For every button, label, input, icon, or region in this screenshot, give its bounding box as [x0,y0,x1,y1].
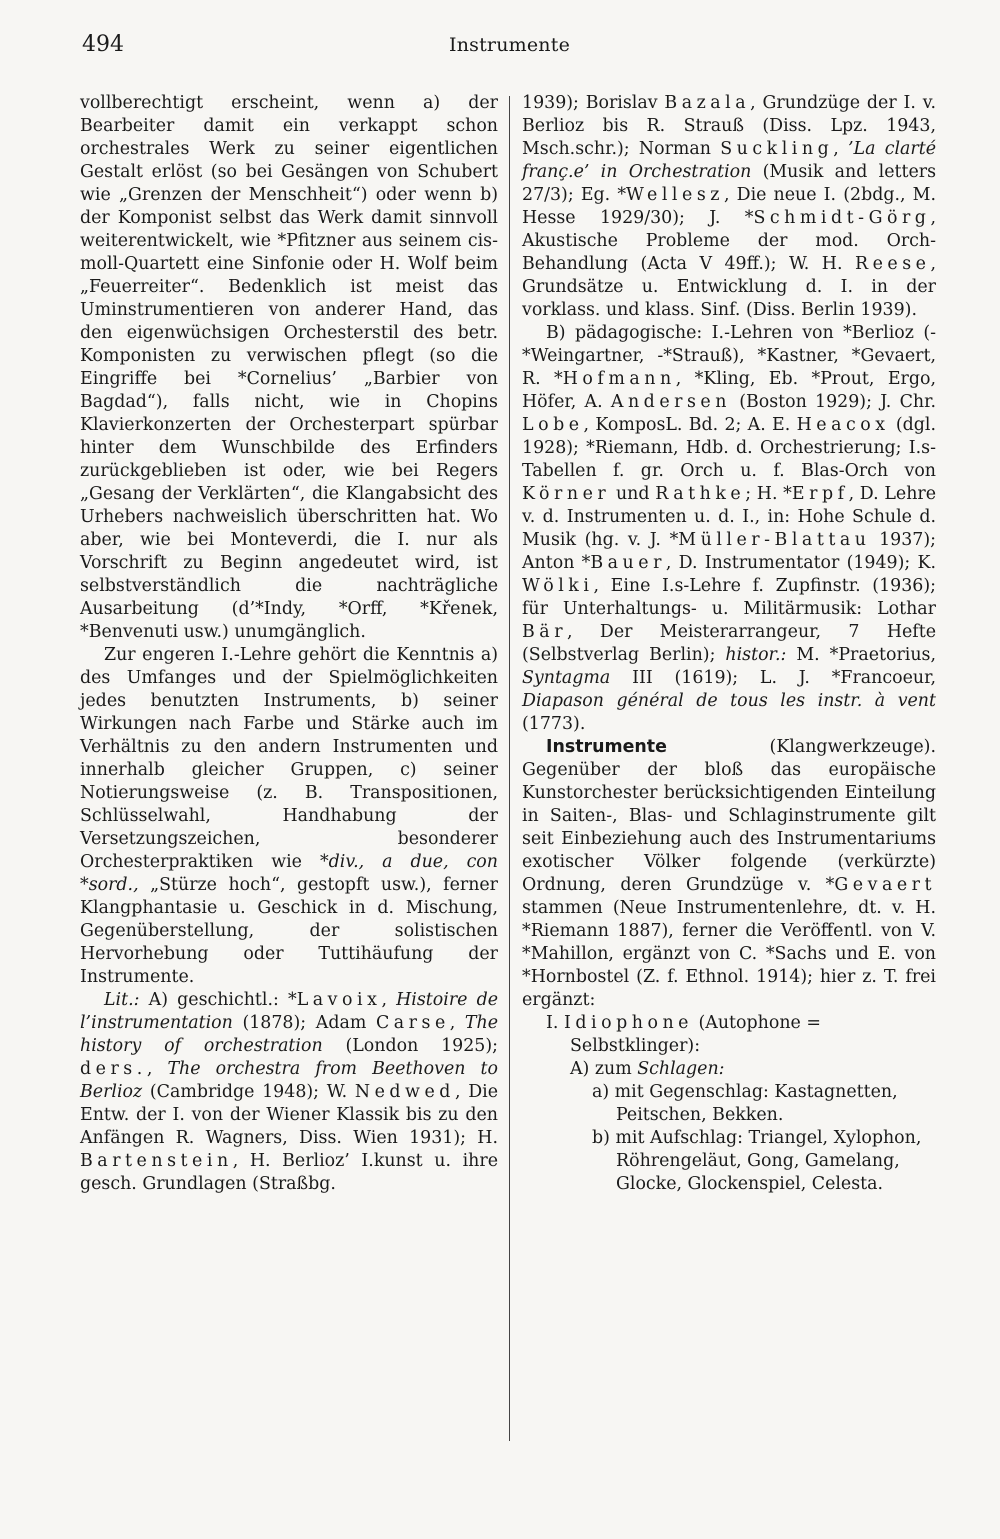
author-name: Lobe [522,415,584,435]
text-run: III (1619); L. J. *Francoeur, [610,668,936,688]
text-run: M. *Praetorius, [786,645,936,665]
author-name: Hofmann [562,369,676,389]
classification-level-2 [522,1058,936,1081]
column-divider [509,96,510,1441]
text-run: , KomposL. Bd. 2; A. E. [583,415,797,435]
text-run: , Grundsätze u. Entwicklung d. I. in der vorklass. und klass. Sinf. (Diss. Berlin 1939). [522,254,936,320]
text-run: (Autophone = Selbstklinger): [570,1013,821,1056]
paragraph-pedagogical [522,322,936,736]
class-name: Idiophone [563,1013,693,1033]
text-run: , *Kling, Eb. *Prout, Ergo, Höfer, A. [522,369,936,412]
book-title: Histoire de l’instrumentation [80,990,498,1033]
text-run: (Musik and letters 27/3); Eg. * [522,162,937,205]
text-run: und [610,484,656,504]
text-run: (1878); Adam [232,1013,376,1033]
text-run: Zur engeren I.-Lehre gehört die Kenntnis a) des Umfanges und der Spielmöglichkeiten jedes benutzten Instruments, b) seiner Wirkungen nach Farbe und Stärke auch im Verhältnis zu den andern Instrumenten und innerhalb gleicher Gruppen, c) seiner Notierungsweise (z. B. Transpositionen, Schlüsselwahl, Handhabung der Versetzungszeichen, besonderer Orchesterpraktiken wie [80,645,498,872]
paragraph-literature [80,989,498,1196]
classification-level-3: a) mit Gegenschlag: Kastagnetten, Peitschen, Bekken. [592,1082,898,1125]
paragraph-instrumentation-theory [80,644,498,989]
paragraph-literature-continued [522,92,936,322]
text-run: , Eine I.s-Lehre f. Zupfinstr. (1936); für Unterhaltungs- u. Militärmusik: Lothar [522,576,936,619]
author-name: Heacox [796,415,890,435]
running-head: Instrumente [449,34,571,56]
author-name: Gevaert [834,875,936,895]
text-run: (1773). [522,714,586,734]
text-run: 1939); Borislav [522,93,665,113]
text-run: , D. Instrumentator (1949); K. [665,553,936,573]
text-run: , D. Lehre v. d. Instrumenten u. d. I., in: Hohe Schule d. Musik (hg. v. J. * [522,484,936,550]
text-run: , Die Entw. der I. von der Wiener Klassik bis zu den Anfängen R. Wagners, Diss. Wien 1931); H. [80,1082,499,1148]
right-column [522,92,936,1196]
text-run: 1937); Anton * [522,530,936,573]
author-name: Bazala [664,93,751,113]
author-name: Wellesz [626,185,724,205]
text-run: , [833,139,849,159]
author-name: Bartenstein [80,1151,233,1171]
book-title: The orchestra from Beethoven to Berlioz [80,1059,498,1102]
text-run: , [146,1059,168,1079]
author-name: Bär [522,622,568,642]
book-title: Diapason général de tous les instr. à vent [522,691,936,711]
classification-level-1 [522,1012,936,1058]
text-run: stammen (Neue Instrumentenlehre, dt. v. H. *Riemann 1887), ferner die Veröffentl. von V. *Mahillon, ergänzt von C. *Sachs und E. von *Hornbostel (Z. f. Ethnol. 1914); hier z. T. frei ergänzt: [522,898,936,1010]
list-number: I. [546,1013,564,1033]
author-name: Reese [854,254,931,274]
author-name: Suckling [720,139,834,159]
book-title: Syntagma [522,668,611,688]
text-run: (Cambridge 1948); W. [142,1082,355,1102]
author-name: Erpf [791,484,849,504]
text-run: A) zum [570,1059,638,1079]
page-number: 494 [82,32,124,57]
italic-run: Schlagen: [637,1059,725,1079]
text-run: „Stürze hoch“, gestopft usw.), ferner Klangphantasie u. Geschick in d. Mischung, Gegenüberstellung, der solistischen Hervorhebung oder Tuttihäufung der Instrumente. [80,875,498,987]
paragraph-continuation: vollberechtigt erscheint, wenn a) der Bearbeiter damit ein verkappt schon orchestrales Werk zu seiner eigentlichen Gestalt erlöst (so bei Gesängen von Schubert wie „Grenzen der Menschheit“) oder wenn b) der Komponist selbst das Werk damit sinnvoll weiterentwickelt, wie *Pfitzner aus seinem cis-moll-Quartett eine Sinfonie oder H. Wolf beim „Feuerreiter“. Bedenklich ist meist das Uminstrumentieren von anderer Hand, das den eigenwüchsigen Orchesterstil des betr. Komponisten zu verwischen pflegt (so die Eingriffe bei *Cornelius’ „Barbier von Bagdad“), falls nicht, wie in Chopins Klavierkonzerten der Orchesterpart spürbar hinter dem Wunschbilde des Erfinders zurückgeblieben ist oder, wie bei Regers „Gesang der Verklärten“, die Klangabsicht des Urhebers nachweislich überschritten hat. Wo aber, wie bei Monteverdi, die I. nur als Vorschrift zu Beginn angedeutet wird, ist selbstverständlich die nachträgliche Ausarbeitung (d’*Indy, *Orff, *Křenek, *Benvenuti usw.) unumgänglich. [80,93,498,642]
text-run: , [449,1013,465,1033]
author-name: Bauer [590,553,666,573]
text-run: , H. Berlioz’ I.kunst u. ihre gesch. Grundlagen (Straßbg. [80,1151,498,1194]
lit-label: Lit.: [104,990,140,1010]
text-run: B) pädagogische: I.-Lehren von *Berlioz (-*Weingartner, -*Strauß), *Kastner, *Gevaert, R. * [522,323,936,389]
text-run: (dgl. 1928); *Riemann, Hdb. d. Orchestrierung; I.s-Tabellen f. gr. Orch u. f. Blas-Orch von [522,415,936,481]
author-name: Carse [375,1013,450,1033]
text-run: (Klangwerkzeuge). Gegenüber der bloß das europäische Kunstorchester berücksichtigenden Einteilung in Saiten-, Blas- und Schlaginstrumente gilt seit Einbeziehung auch des Instrumentariums exotischer Völker folgende (verkürzte) Ordnung, deren Grundzüge v. * [522,737,936,895]
text-run: , Grundzüge der I. v. Berlioz bis R. Strauß (Diss. Lpz. 1943, Msch.schr.); Norman [522,93,936,159]
entry-instrumente [522,736,936,1012]
author-name: Körner [522,484,611,504]
author-name: Wölki [522,576,594,596]
italic-run: *div., a due, con *sord., [80,852,498,895]
left-column [80,92,498,1196]
italic-run: histor.: [725,645,787,665]
text-run: ; H. * [745,484,792,504]
text-run: (Boston 1929); J. Chr. [730,392,937,412]
author-name: Müller-Blattau [678,530,871,550]
author-name: Schmidt-Görg [753,208,931,228]
entry-headword: Instrumente [546,737,667,757]
classification-level-3: b) mit Aufschlag: Triangel, Xylophon, Röhrengeläut, Gong, Gamelang, Glocke, Glockenspiel, Celesta. [592,1128,922,1194]
author-name: Rathke [655,484,746,504]
text-run: , Die neue I. (2bdg., M. Hesse 1929/30); J. * [522,185,936,228]
text-run: , Akustische Probleme der mod. Orch-Behandlung (Acta V 49ff.); W. H. [522,208,936,274]
text-run: , [381,990,397,1010]
text-run: (London 1925); [322,1036,498,1056]
author-name: Lavoix [296,990,382,1010]
text-run: , Der Meisterarrangeur, 7 Hefte (Selbstverlag Berlin); [522,622,936,665]
book-title: ’La clarté franç.e’ in Orchestration [522,139,936,182]
author-name: Andersen [610,392,731,412]
author-name: Nedwed [354,1082,455,1102]
text-run: A) geschichtl.: * [139,990,297,1010]
book-title: The history of orchestration [80,1013,499,1056]
author-name: ders. [80,1059,147,1079]
